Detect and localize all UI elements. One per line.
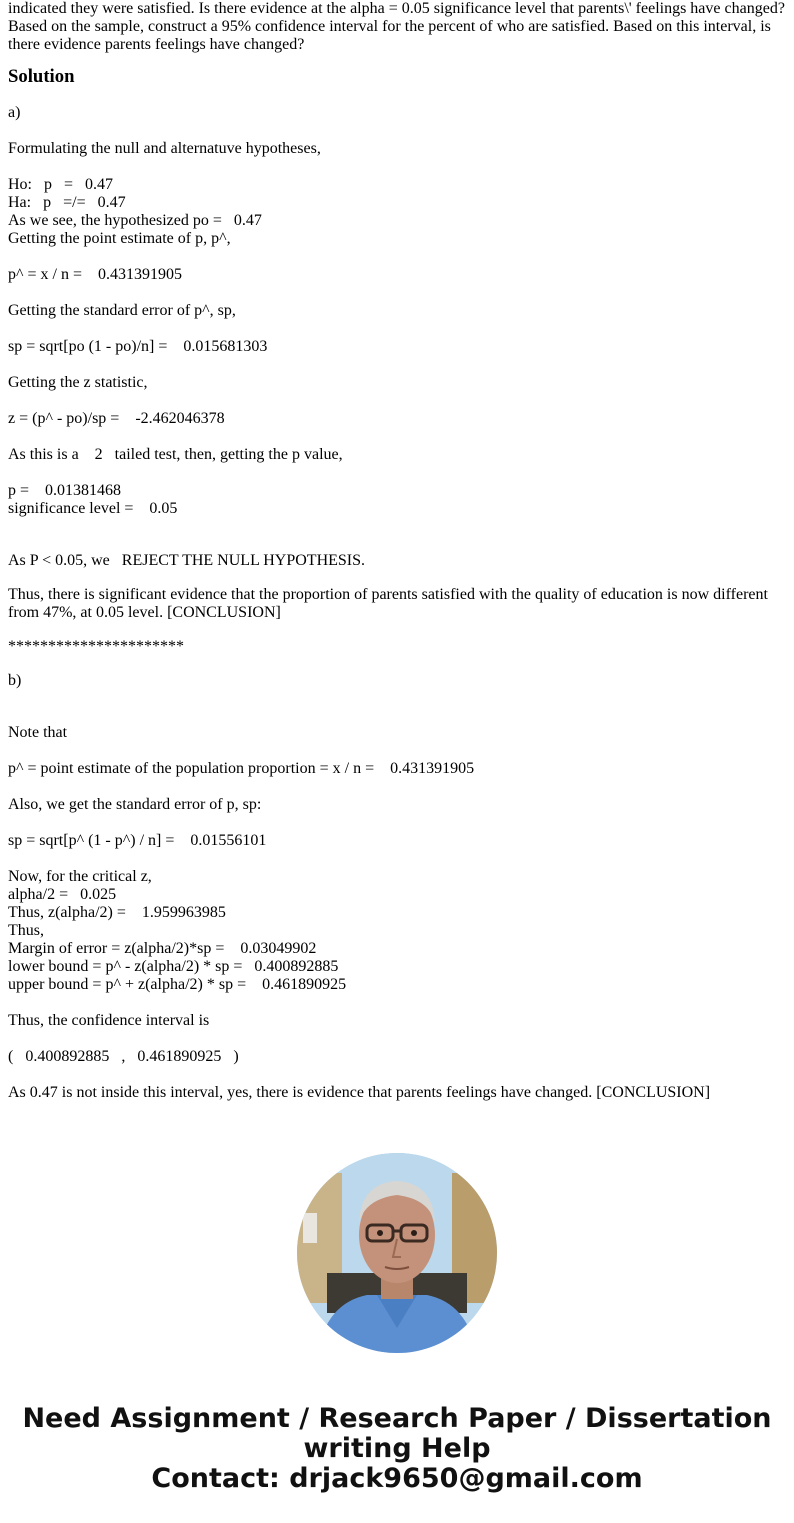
part-b-conclusion: As 0.47 is not inside this interval, yes, there is evidence that parents feelings have changed. [CONCLUSION] <box>8 1084 711 1101</box>
separator: ********************** <box>8 638 184 655</box>
promo-line-2: writing Help <box>303 1433 491 1464</box>
author-portrait-image <box>297 1153 497 1353</box>
part-b-label: b) <box>8 672 22 689</box>
ci-se-intro: Also, we get the standard error of p, sp: <box>8 796 262 813</box>
promo-banner <box>0 1404 794 1494</box>
p-value: p = 0.01381468 <box>8 482 122 499</box>
alpha-half: alpha/2 = 0.025 <box>8 886 117 903</box>
ci-point-estimate: p^ = point estimate of the population proportion = x / n = 0.431391905 <box>8 760 475 777</box>
critical-z-intro: Now, for the critical z, <box>8 868 152 885</box>
point-estimate: p^ = x / n = 0.431391905 <box>8 266 182 283</box>
standard-error-intro: Getting the standard error of p^, sp, <box>8 302 236 319</box>
decision-text: As P < 0.05, we REJECT THE NULL HYPOTHESIS. <box>8 552 366 569</box>
z-critical: Thus, z(alpha/2) = 1.959963985 <box>8 904 226 921</box>
standard-error: sp = sqrt[po (1 - po)/n] = 0.015681303 <box>8 338 268 355</box>
hypothesized-po: As we see, the hypothesized po = 0.47 <box>8 212 262 229</box>
hypotheses-intro: Formulating the null and alternatuve hypotheses, <box>8 140 321 157</box>
question-text: indicated they were satisfied. Is there evidence at the alpha = 0.05 significance level that parents\' feelings have changed? Based on the sample, construct a 95% confidence interval for the percent of who are satisfied. Based on this interval, is there evidence parents feelings have changed? <box>8 0 785 53</box>
z-statistic-intro: Getting the z statistic, <box>8 374 148 391</box>
ci-intro: Thus, the confidence interval is <box>8 1012 210 1029</box>
solution-heading: Solution <box>8 66 75 87</box>
confidence-interval: ( 0.400892885 , 0.461890925 ) <box>8 1048 239 1065</box>
point-estimate-intro: Getting the point estimate of p, p^, <box>8 230 231 247</box>
alt-hypothesis: Ha: p =/= 0.47 <box>8 194 126 211</box>
part-a-label: a) <box>8 104 21 121</box>
ci-standard-error: sp = sqrt[p^ (1 - p^) / n] = 0.01556101 <box>8 832 267 849</box>
null-hypothesis: Ho: p = 0.47 <box>8 176 114 193</box>
promo-contact: Contact: drjack9650@gmail.com <box>151 1463 643 1494</box>
z-statistic: z = (p^ - po)/sp = -2.462046378 <box>8 410 225 427</box>
upper-bound: upper bound = p^ + z(alpha/2) * sp = 0.461890925 <box>8 976 347 993</box>
note-text: Note that <box>8 724 68 741</box>
margin-of-error: Margin of error = z(alpha/2)*sp = 0.03049902 <box>8 940 317 957</box>
lower-bound: lower bound = p^ - z(alpha/2) * sp = 0.400892885 <box>8 958 339 975</box>
promo-line-1: Need Assignment / Research Paper / Dissertation <box>22 1403 772 1434</box>
document-body <box>8 0 790 1102</box>
significance-level: significance level = 0.05 <box>8 500 178 517</box>
tail-test-text: As this is a 2 tailed test, then, getting the p value, <box>8 446 343 463</box>
author-photo <box>297 1153 497 1353</box>
part-a-conclusion: Thus, there is significant evidence that the proportion of parents satisfied with the quality of education is now different from 47%, at 0.05 level. [CONCLUSION] <box>8 586 768 621</box>
thus-text: Thus, <box>8 922 44 939</box>
